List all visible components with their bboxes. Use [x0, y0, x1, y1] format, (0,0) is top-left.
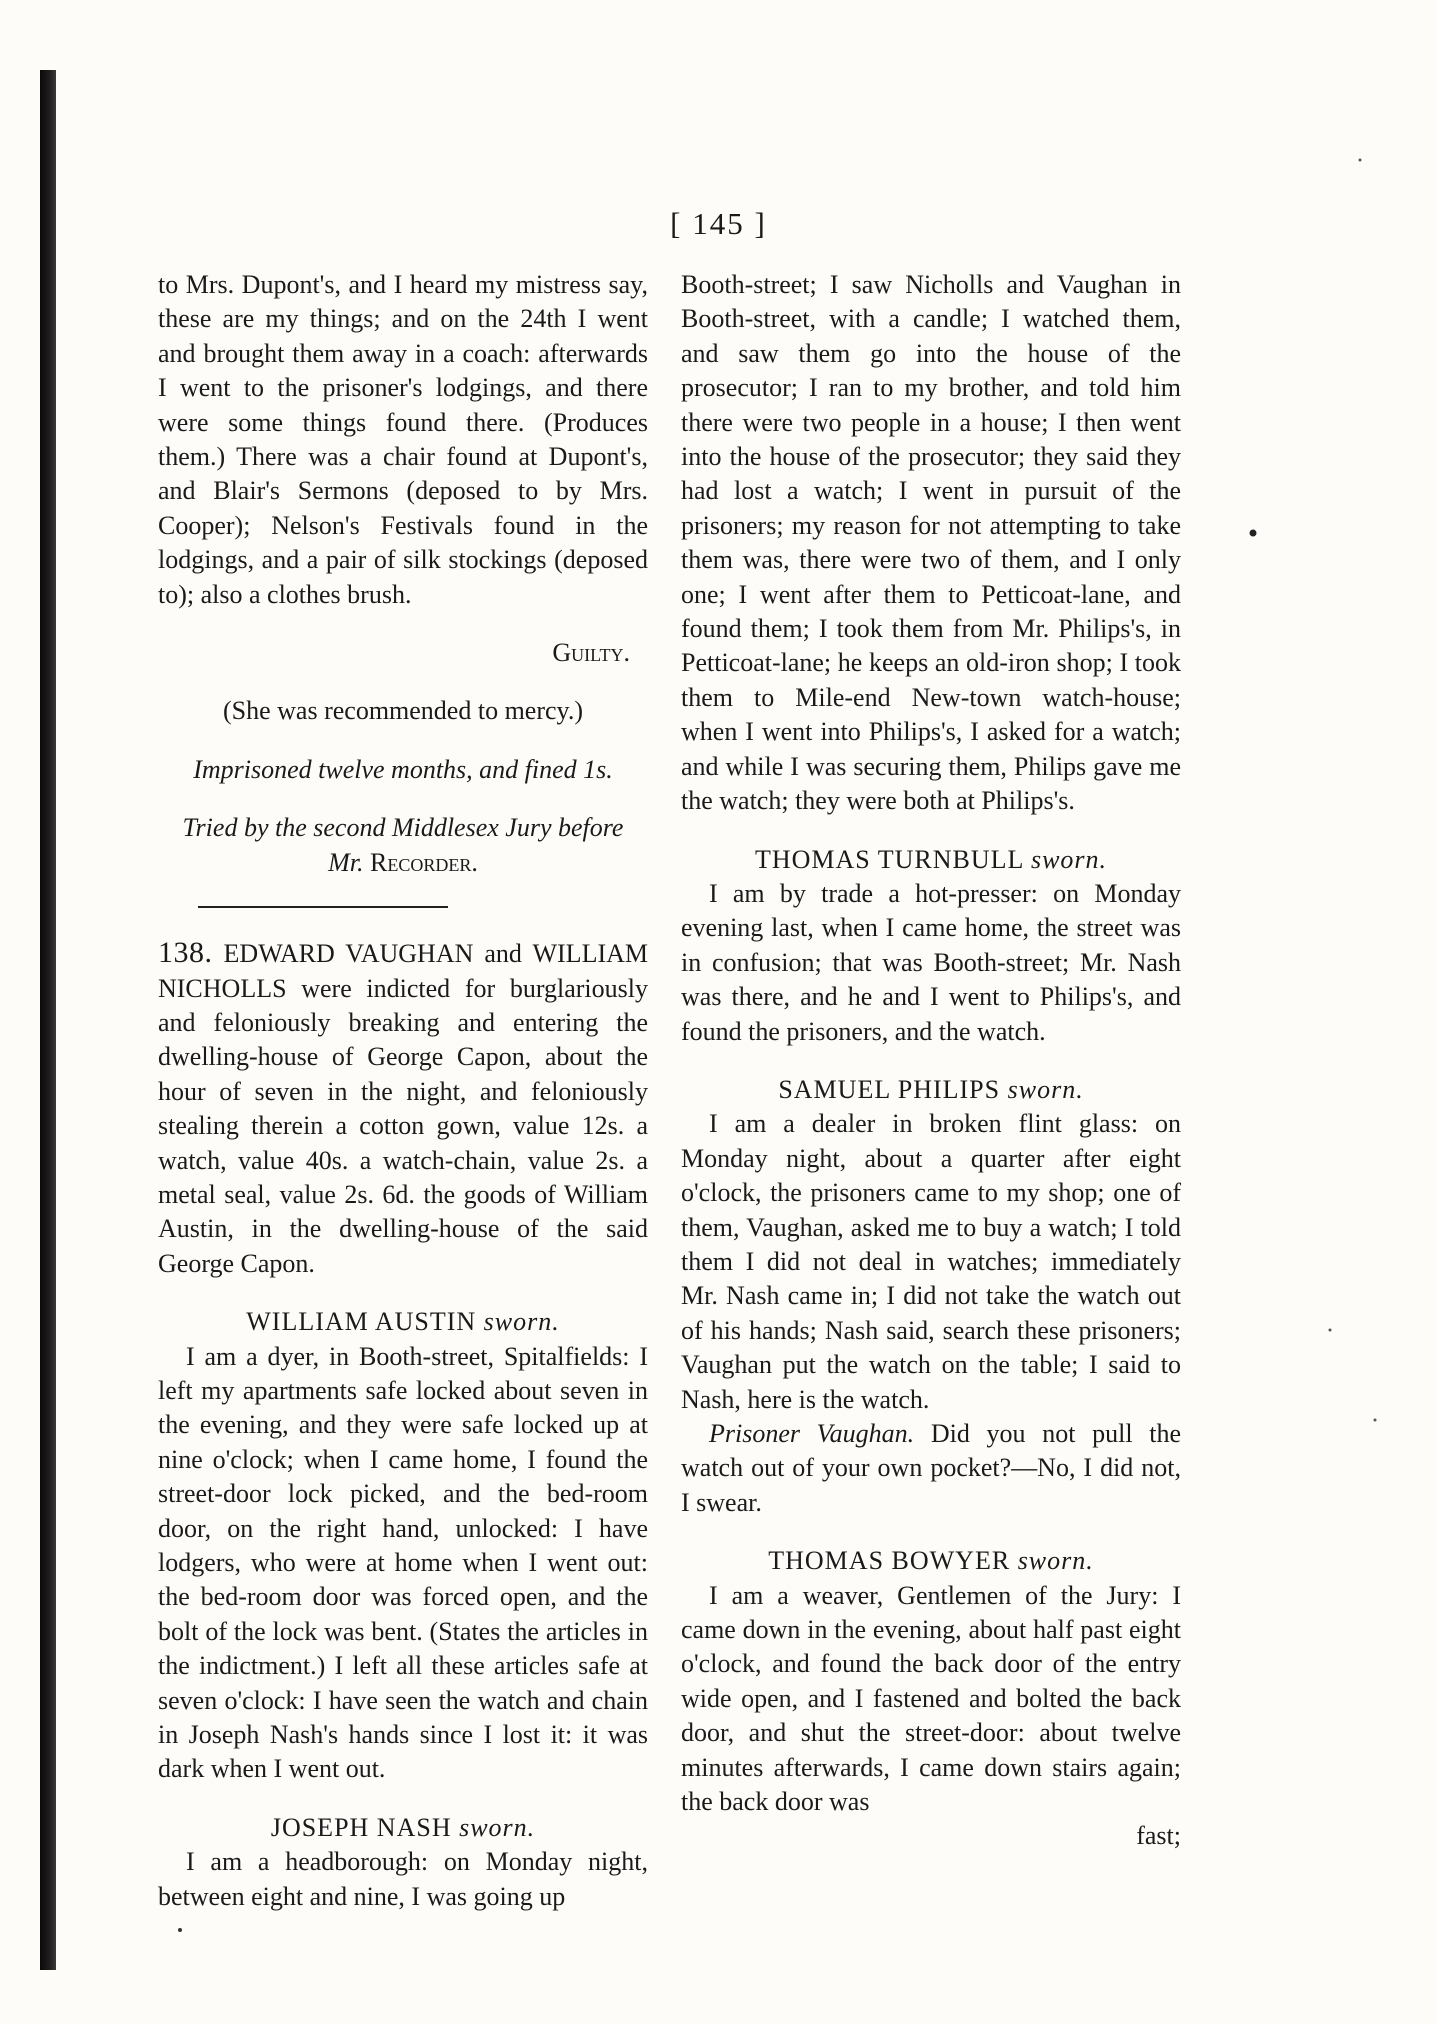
witness-name: SAMUEL PHILIPS — [778, 1074, 1001, 1104]
witness-heading-turnbull — [681, 843, 1181, 877]
sworn-label: sworn. — [483, 1307, 560, 1337]
witness-heading-bowyer — [681, 1544, 1181, 1578]
recorder-title: Recorder. — [370, 847, 478, 877]
witness-testimony-bowyer: I am a weaver, Gentlemen of the Jury: I came down in the evening, about half past eight o'clock, and found the back door of the entry wide open, and I fastened and bolted the back door, and shut the street-door: about twelve minutes afterwards, I came down stairs again; the back door was — [681, 1580, 1181, 1817]
witness-heading-nash — [158, 1811, 648, 1845]
case-text: EDWARD VAUGHAN and WILLIAM NICHOLLS were indicted for burglariously and feloniously breaking and entering the dwelling-house of George Capon, about the hour of seven in the night, and feloniously stealing therein a cotton gown, value 12s. a watch, value 40s. a watch-chain, value 2s. a metal seal, value 2s. 6d. the goods of William Austin, in the dwelling-house of the said George Capon. — [158, 939, 648, 1278]
left-continuation-text: to Mrs. Dupont's, and I heard my mistress say, these are my things; and on the 24th I went and brought them away in a coach: afterwards I went to the prisoner's lodgings, and there were some things found there. (Produces them.) There was a chair found at Dupont's, and Blair's Sermons (deposed to by Mrs. Cooper); Nelson's Festivals found in the lodgings, and a pair of silk stockings (deposed to); also a clothes brush. — [158, 270, 648, 609]
sentence: Imprisoned twelve months, and fined 1s. — [193, 754, 613, 784]
sworn-label: sworn. — [1030, 844, 1108, 874]
witness-name: WILLIAM AUSTIN — [246, 1307, 477, 1337]
witness-heading-austin — [158, 1305, 648, 1339]
catchword: fast; — [1136, 1821, 1181, 1851]
case-number: 138. — [158, 936, 213, 970]
question-speaker: Prisoner Vaughan. — [709, 1419, 915, 1448]
tried-by-line — [158, 811, 648, 880]
witness-testimony-turnbull: I am by trade a hot-presser: on Monday evening last, when I came home, the street was in confusion; that was Booth-street; Mr. Nash was there, and he and I went to Philips's, and found the prisoners, and the watch. — [681, 878, 1181, 1046]
case-paragraph — [158, 936, 648, 1281]
witness-name: THOMAS BOWYER — [768, 1546, 1011, 1576]
prisoner-question — [681, 1417, 1181, 1520]
recommendation: (She was recommended to mercy.) — [222, 696, 583, 726]
question-text: Did you not pull the watch out of your own pocket?—No, I did not, I swear. — [681, 1419, 1182, 1517]
sworn-label: sworn. — [459, 1812, 536, 1842]
book-binding-edge — [40, 70, 56, 1970]
section-divider — [198, 906, 448, 908]
verdict: Guilty. — [552, 638, 630, 668]
sworn-label: sworn. — [1017, 1546, 1094, 1576]
left-column — [158, 268, 648, 1914]
tried-by-text: Tried by the second Middlesex Jury before — [182, 813, 624, 843]
page-number: [ 145 ] — [670, 206, 767, 241]
witness-name: JOSEPH NASH — [270, 1812, 452, 1842]
witness-heading-philips — [681, 1073, 1181, 1107]
witness-name: THOMAS TURNBULL — [754, 844, 1024, 874]
right-column — [681, 268, 1181, 1854]
witness-testimony-austin: I am a dyer, in Booth-street, Spitalfields: I left my apartments safe locked about seven in the evening, and they were safe locked up at nine o'clock; when I came home, I found the street-door lock picked, and the bed-room door, on the right hand, unlocked: I have lodgers, who were at home when I went out: the bed-room door was forced open, and the bolt of the lock was bent. (States the articles in the indictment.) I left all these articles safe at seven o'clock: I have seen the watch and chain in Joseph Nash's hands since I lost it: it was dark when I went out. — [158, 1341, 648, 1784]
sworn-label: sworn. — [1007, 1074, 1084, 1104]
tried-by-prefix: Mr. — [328, 847, 371, 877]
witness-testimony-nash: I am a headborough: on Monday night, between eight and nine, I was going up — [158, 1847, 648, 1911]
witness-testimony-philips: I am a dealer in broken flint glass: on Monday night, about a quarter after eight o'clock, the prisoners came to my shop; one of them, Vaughan, asked me to buy a watch; I told them I did not deal in watches; immediately Mr. Nash came in; I did not take the watch out of his hands; Nash said, search these prisoners; Vaughan put the watch on the table; I said to Nash, here is the watch. — [681, 1109, 1181, 1414]
right-continuation-text: Booth-street; I saw Nicholls and Vaughan in Booth-street, with a candle; I watched them, and saw them go into the house of the prosecutor; I ran to my brother, and told him there were two people in a house; I then went into the house of the prosecutor; they said they had lost a watch; I went in pursuit of the prisoners; my reason for not attempting to take them was, there were two of them, and I only one; I went after them to Petticoat-lane, and found them; I took them from Mr. Philips's, in Petticoat-lane; he keeps an old-iron shop; I took them to Mile-end New-town watch-house; when I went into Philips's, I asked for a watch; and while I was securing them, Philips gave me the watch; they were both at Philips's. — [681, 270, 1181, 816]
